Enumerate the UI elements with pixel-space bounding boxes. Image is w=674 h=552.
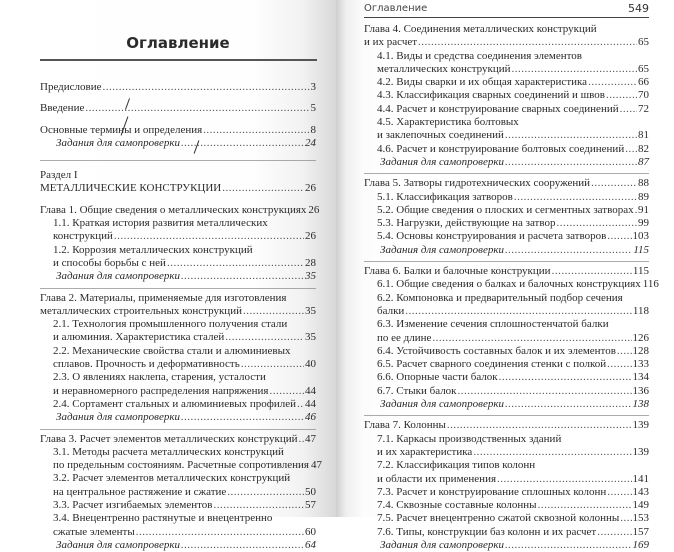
page-number: 128 <box>632 344 649 357</box>
toc-entry-line1: 6.2. Компоновка и предварительный подбор сечения <box>377 291 623 304</box>
page-number: 65 <box>638 62 649 75</box>
page-number: 57 <box>305 499 316 512</box>
toc-entry[interactable]: и области их применения ..... 141 <box>364 473 649 486</box>
toc-entry-line1: 2.2. Механические свойства стали и алюминиевых <box>53 344 291 357</box>
page-number: 26 <box>308 203 320 216</box>
page-number: 81 <box>638 129 649 142</box>
toc-entry[interactable]: металлических конструкций ..... 65 <box>364 63 649 76</box>
page-number: 3 <box>310 81 316 93</box>
separator <box>40 429 316 430</box>
toc-entry[interactable]: и алюминия. Характеристика сталей ..... 35 <box>40 331 316 344</box>
toc-entry[interactable]: 7.5. Расчет внецентренно сжатой сквозной колонны ..... 153 <box>364 512 649 525</box>
toc-entry-line1: 6.3. Изменение сечения сплошностенчатой балки <box>377 318 609 331</box>
toc-entry-chapter[interactable]: и их расчет ..... 65 <box>364 36 649 49</box>
toc-entry[interactable]: и неравномерного распределения напряжения ..... 44 <box>40 385 316 398</box>
page-number: 116 <box>642 278 659 291</box>
toc-entry[interactable]: и способы борьбы с ней ..... 28 <box>40 257 316 270</box>
toc-entry-line1: 2.3. О явлениях наклепа, старения, усталости <box>53 371 266 384</box>
toc-entry[interactable]: балки ..... 118 <box>364 305 649 318</box>
toc-entry-chapter[interactable]: Глава 3. Расчет элементов металлических конструкций ..... 47 <box>40 433 316 446</box>
toc-entry-chapter[interactable]: металлических строительных конструкций ..... 35 <box>40 305 316 318</box>
toc-entry-self-test[interactable]: Задания для самопроверки ..... 24 <box>40 137 316 150</box>
page-number: 136 <box>632 384 649 397</box>
page-number: 118 <box>632 304 649 317</box>
toc-entry[interactable]: 2.4. Сортамент стальных и алюминиевых профилей ..... 44 <box>40 398 316 411</box>
toc-entry[interactable]: 7.3. Расчет и конструирование сплошных колонн ..... 143 <box>364 486 649 499</box>
page-number: 115 <box>633 243 649 256</box>
toc-entry[interactable]: и их характеристика ..... 139 <box>364 446 649 459</box>
page-number: 44 <box>305 397 316 410</box>
page-number: 87 <box>638 155 649 168</box>
toc-entry[interactable]: 6.5. Расчет сварного соединения стенки с полкой ..... 133 <box>364 358 649 371</box>
page-number: 46 <box>305 411 316 424</box>
page-number: 35 <box>305 270 316 283</box>
toc-entry[interactable]: 4.3. Классификация сварных соединений и швов ..... 70 <box>364 89 649 102</box>
page-number: 138 <box>632 398 649 411</box>
toc-entry[interactable]: 5.2. Общие сведения о плоских и сегментных затворах ..... 91 <box>364 204 649 217</box>
page-number: 64 <box>305 538 316 551</box>
page-number: 50 <box>305 485 316 498</box>
page-number: 149 <box>632 499 649 512</box>
toc-entry-line1: Глава 2. Материалы, применяемые для изготовления <box>40 291 287 304</box>
running-head: Оглавление <box>364 3 428 14</box>
toc-entry[interactable]: конструкций ..... 26 <box>40 230 316 243</box>
left-page <box>0 0 336 551</box>
page-number: 24 <box>305 136 316 149</box>
page-number: 91 <box>638 203 649 216</box>
toc-entry-self-test[interactable]: Задания для самопроверки ..... 87 <box>364 156 649 169</box>
toc-entry-line1: 4.1. Виды и средства соединения элементов <box>377 49 583 62</box>
title-rule <box>40 59 317 61</box>
page-number: 65 <box>638 36 649 49</box>
toc-entry[interactable]: 6.6. Опорные части балок ..... 134 <box>364 371 649 384</box>
page-number: 72 <box>638 102 649 115</box>
toc-entry[interactable]: 4.2. Виды сварки и их общая характеристика ..... 66 <box>364 76 649 89</box>
page-number: 26 <box>305 230 316 243</box>
page-number: 169 <box>632 538 649 551</box>
toc-entry[interactable]: 7.4. Сквозные составные колонны ..... 149 <box>364 499 649 512</box>
toc-entry[interactable]: на центральное растяжение и сжатие ..... 50 <box>40 486 316 499</box>
page-number: 47 <box>310 459 322 472</box>
toc-entry[interactable]: 5.4. Основы конструирования и расчета затворов ..... 103 <box>364 230 649 243</box>
page-number: 60 <box>305 525 316 538</box>
page-number: 28 <box>305 256 316 269</box>
page-number: 103 <box>632 230 649 243</box>
page-number: 141 <box>632 472 649 485</box>
toc-title: Оглавление <box>126 34 230 52</box>
toc-entry[interactable]: 3.3. Расчет изгибаемых элементов ..... 57 <box>40 499 316 512</box>
page-number: 115 <box>632 265 649 278</box>
page-number: 157 <box>632 525 649 538</box>
toc-entry[interactable]: 4.4. Расчет и конструирование сварных соединений ..... 72 <box>364 103 649 116</box>
toc-entry[interactable]: сплавов. Прочность и деформативность ..... 40 <box>40 358 316 371</box>
page-number: 82 <box>638 142 649 155</box>
toc-entry[interactable]: Введение ..... 5 <box>40 102 316 115</box>
page-number: 44 <box>305 384 316 397</box>
toc-entry[interactable]: 5.1. Классификация затворов ..... 89 <box>364 191 649 204</box>
toc-entry[interactable]: по предельным состояниям. Расчетные сопротивления 47 <box>53 459 322 472</box>
toc-entry[interactable]: Предисловие ..... 3 <box>40 81 316 94</box>
page-number: 88 <box>638 177 649 190</box>
separator <box>40 160 316 161</box>
toc-entry-chapter[interactable]: Глава 5. Затворы гидротехнических сооружений ..... 88 <box>364 177 649 190</box>
toc-entry[interactable]: 7.6. Типы, конструкции баз колонн и их расчет ..... 157 <box>364 526 649 539</box>
toc-entry-line1: 7.2. Классификация типов колонн <box>377 459 536 472</box>
toc-entry-line1: 2.1. Технология промышленного получения стали <box>53 318 288 331</box>
toc-entry[interactable]: сжатые элементы ..... 60 <box>40 526 316 539</box>
page-number: 139 <box>632 445 649 458</box>
page-number: 99 <box>638 217 649 230</box>
page-number: 143 <box>632 485 649 498</box>
page-number: 35 <box>305 304 316 317</box>
page-number: 5 <box>310 102 316 115</box>
toc-entry[interactable]: 5.3. Нагрузки, действующие на затвор ..... 99 <box>364 217 649 230</box>
toc-entry-self-test[interactable]: Задания для самопроверки ..... 138 <box>364 398 649 411</box>
toc-entry-line1: 1.2. Коррозия металлических конструкций <box>53 243 253 256</box>
toc-entry[interactable]: Основные термины и определения ..... 8 <box>40 124 316 137</box>
separator <box>364 173 649 174</box>
page-number: 26 <box>305 182 316 195</box>
toc-entry-line1: 7.1. Каркасы производственных зданий <box>377 432 562 445</box>
page-number: 35 <box>305 331 316 344</box>
toc-entry[interactable]: 6.7. Стыки балок ..... 136 <box>364 385 649 398</box>
page-number: 139 <box>632 419 649 432</box>
page-number: 70 <box>638 89 649 102</box>
page-number: 8 <box>310 123 316 136</box>
separator <box>40 288 316 289</box>
toc-list-right <box>364 23 659 552</box>
toc-entry[interactable]: по ее длине ..... 126 <box>364 332 649 345</box>
toc-entry-chapter[interactable]: Глава 7. Колонны ..... 139 <box>364 419 649 432</box>
toc-entry[interactable]: 6.4. Устойчивость составных балок и их элементов ..... 128 <box>364 345 649 358</box>
page-number: 153 <box>632 512 649 525</box>
toc-entry-chapter[interactable]: Глава 6. Балки и балочные конструкции ..... 115 <box>364 265 649 278</box>
toc-entry-line1: Глава 4. Соединения металлических конструкций <box>364 23 597 35</box>
toc-entry-self-test[interactable]: Задания для самопроверки ..... 46 <box>40 411 316 424</box>
toc-entry-self-test[interactable]: Задания для самопроверки ..... 169 <box>364 539 649 552</box>
separator <box>364 415 649 416</box>
page-number: 47 <box>305 432 316 445</box>
page-number-header: 549 <box>628 2 649 15</box>
toc-entry-chapter[interactable]: Глава 1. Общие сведения о металлических конструкциях 26 <box>40 203 320 216</box>
page-number: 133 <box>632 358 649 371</box>
page-number: 40 <box>305 358 316 371</box>
toc-entry-line1: 1.1. Краткая история развития металлических <box>53 217 268 230</box>
toc-entry-line1: 4.5. Характеристика болтовых <box>377 116 519 129</box>
toc-entry-section[interactable]: МЕТАЛЛИЧЕСКИЕ КОНСТРУКЦИИ ..... 26 <box>40 182 316 195</box>
toc-entry[interactable]: и заклепочных соединений ..... 81 <box>364 129 649 142</box>
toc-entry[interactable]: 6.1. Общие сведения о балках и балочных конструкциях 116 <box>377 278 659 291</box>
toc-list-left <box>40 81 322 552</box>
toc-entry[interactable]: 4.6. Расчет и конструирование болтовых соединений ..... 82 <box>364 143 649 156</box>
toc-entry-line1: 3.1. Методы расчета металлических конструкций <box>53 445 284 458</box>
toc-entry-self-test[interactable]: Задания для самопроверки ..... 64 <box>40 539 316 552</box>
header-rule <box>364 17 649 18</box>
toc-entry-line1: 3.2. Расчет элементов металлических конструкций <box>53 472 291 485</box>
toc-entry-line1: 3.4. Внецентренно растянутые и внецентренно <box>53 512 273 525</box>
separator <box>364 261 649 262</box>
page-number: 134 <box>632 371 649 384</box>
toc-entry-self-test[interactable]: Задания для самопроверки ..... 35 <box>40 270 316 283</box>
page-number: 126 <box>632 331 649 344</box>
page-number: 89 <box>638 190 649 203</box>
toc-entry-self-test[interactable]: Задания для самопроверки ..... 115 <box>364 244 649 257</box>
page-number: 66 <box>638 76 649 89</box>
section-label: Раздел I <box>40 169 78 182</box>
